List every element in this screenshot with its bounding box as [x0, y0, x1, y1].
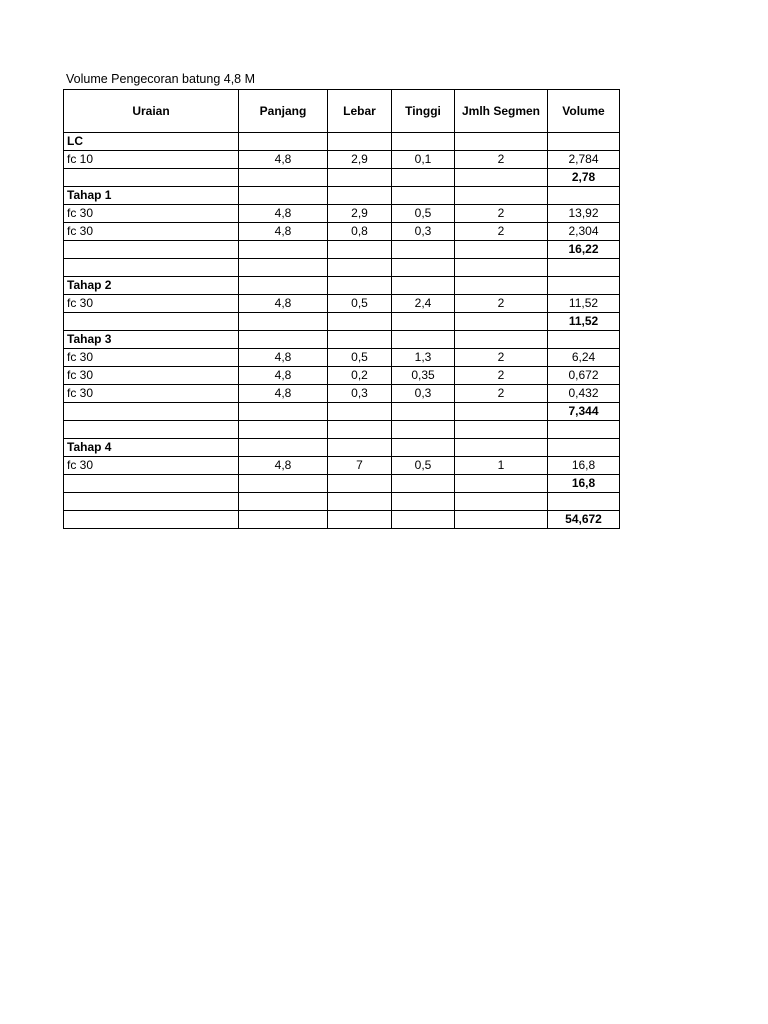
cell-volume: 2,304: [548, 223, 620, 241]
cell-lebar: 2,9: [328, 205, 392, 223]
document-title: Volume Pengecoran batung 4,8 M: [66, 72, 256, 86]
cell-jmlh-segmen: [455, 133, 548, 151]
cell-tinggi: [392, 187, 455, 205]
cell-tinggi: [392, 241, 455, 259]
cell-jmlh-segmen: 2: [455, 367, 548, 385]
cell-uraian: [64, 169, 239, 187]
cell-tinggi: [392, 169, 455, 187]
cell-uraian: Tahap 3: [64, 331, 239, 349]
cell-tinggi: 0,35: [392, 367, 455, 385]
cell-volume: [548, 277, 620, 295]
cell-tinggi: [392, 403, 455, 421]
cell-lebar: [328, 133, 392, 151]
header-row: [64, 90, 620, 133]
cell-volume: 6,24: [548, 349, 620, 367]
cell-jmlh-segmen: 2: [455, 205, 548, 223]
cell-jmlh-segmen: 1: [455, 457, 548, 475]
cell-jmlh-segmen: [455, 187, 548, 205]
cell-panjang: [239, 439, 328, 457]
cell-volume: 2,784: [548, 151, 620, 169]
cell-uraian: fc 30: [64, 295, 239, 313]
cell-jmlh-segmen: [455, 241, 548, 259]
cell-volume: [548, 259, 620, 277]
cell-uraian: Tahap 1: [64, 187, 239, 205]
cell-lebar: [328, 511, 392, 529]
cell-volume: [548, 133, 620, 151]
cell-tinggi: 2,4: [392, 295, 455, 313]
cell-panjang: 4,8: [239, 367, 328, 385]
cell-lebar: [328, 331, 392, 349]
cell-tinggi: 0,5: [392, 457, 455, 475]
cell-uraian: LC: [64, 133, 239, 151]
cell-lebar: [328, 277, 392, 295]
cell-volume: [548, 439, 620, 457]
cell-tinggi: 0,3: [392, 385, 455, 403]
cell-uraian: [64, 241, 239, 259]
cell-volume: 0,672: [548, 367, 620, 385]
cell-tinggi: [392, 133, 455, 151]
table-row-blank: [64, 259, 620, 277]
cell-panjang: [239, 421, 328, 439]
table-row-total: [64, 511, 620, 529]
cell-jmlh-segmen: [455, 439, 548, 457]
table-row-subtotal: [64, 169, 620, 187]
table-row-item: [64, 367, 620, 385]
cell-uraian: [64, 493, 239, 511]
cell-volume: [548, 187, 620, 205]
cell-lebar: 0,3: [328, 385, 392, 403]
cell-panjang: [239, 403, 328, 421]
cell-volume: 16,8: [548, 475, 620, 493]
cell-tinggi: 0,5: [392, 205, 455, 223]
table-row-section: [64, 187, 620, 205]
cell-tinggi: [392, 475, 455, 493]
cell-jmlh-segmen: [455, 259, 548, 277]
cell-uraian: fc 30: [64, 367, 239, 385]
cell-lebar: [328, 313, 392, 331]
cell-volume: 16,22: [548, 241, 620, 259]
table-row-subtotal: [64, 475, 620, 493]
cell-lebar: 2,9: [328, 151, 392, 169]
cell-volume: 11,52: [548, 313, 620, 331]
cell-panjang: [239, 241, 328, 259]
cell-lebar: 7: [328, 457, 392, 475]
header-uraian: Uraian: [64, 90, 239, 133]
cell-jmlh-segmen: [455, 277, 548, 295]
cell-uraian: [64, 313, 239, 331]
cell-uraian: [64, 511, 239, 529]
cell-volume: [548, 331, 620, 349]
table-row-blank: [64, 421, 620, 439]
cell-tinggi: [392, 331, 455, 349]
cell-uraian: fc 10: [64, 151, 239, 169]
cell-panjang: [239, 277, 328, 295]
table-body: [64, 133, 620, 529]
table-row-item: [64, 151, 620, 169]
table-row-subtotal: [64, 313, 620, 331]
cell-panjang: 4,8: [239, 385, 328, 403]
cell-uraian: Tahap 4: [64, 439, 239, 457]
cell-panjang: [239, 493, 328, 511]
table-row-section: [64, 331, 620, 349]
cell-panjang: [239, 313, 328, 331]
cell-uraian: fc 30: [64, 385, 239, 403]
cell-volume: 11,52: [548, 295, 620, 313]
table-row-blank: [64, 493, 620, 511]
cell-jmlh-segmen: [455, 403, 548, 421]
cell-tinggi: 0,3: [392, 223, 455, 241]
header-tinggi: Tinggi: [392, 90, 455, 133]
cell-lebar: 0,5: [328, 295, 392, 313]
cell-tinggi: 0,1: [392, 151, 455, 169]
cell-tinggi: [392, 259, 455, 277]
cell-lebar: 0,2: [328, 367, 392, 385]
cell-uraian: [64, 475, 239, 493]
cell-uraian: fc 30: [64, 205, 239, 223]
cell-jmlh-segmen: [455, 313, 548, 331]
table-row-item: [64, 205, 620, 223]
cell-panjang: [239, 331, 328, 349]
cell-volume: [548, 493, 620, 511]
header-lebar: Lebar: [328, 90, 392, 133]
cell-panjang: [239, 133, 328, 151]
cell-tinggi: 1,3: [392, 349, 455, 367]
cell-jmlh-segmen: [455, 331, 548, 349]
cell-uraian: fc 30: [64, 457, 239, 475]
cell-jmlh-segmen: [455, 421, 548, 439]
cell-uraian: [64, 421, 239, 439]
table-row-item: [64, 349, 620, 367]
cell-uraian: [64, 259, 239, 277]
cell-uraian: fc 30: [64, 223, 239, 241]
cell-panjang: 4,8: [239, 295, 328, 313]
cell-tinggi: [392, 439, 455, 457]
header-jmlh-segmen: Jmlh Segmen: [455, 90, 548, 133]
cell-uraian: [64, 403, 239, 421]
cell-panjang: 4,8: [239, 457, 328, 475]
table-row-subtotal: [64, 241, 620, 259]
cell-lebar: [328, 403, 392, 421]
cell-lebar: [328, 439, 392, 457]
table-row-section: [64, 277, 620, 295]
cell-lebar: [328, 187, 392, 205]
header-volume: Volume: [548, 90, 620, 133]
cell-lebar: [328, 475, 392, 493]
cell-panjang: 4,8: [239, 151, 328, 169]
cell-tinggi: [392, 421, 455, 439]
table-row-subtotal: [64, 403, 620, 421]
table-row-item: [64, 385, 620, 403]
cell-jmlh-segmen: 2: [455, 151, 548, 169]
cell-volume: 0,432: [548, 385, 620, 403]
cell-jmlh-segmen: [455, 169, 548, 187]
volume-table: [63, 89, 620, 529]
cell-jmlh-segmen: 2: [455, 385, 548, 403]
table-row-item: [64, 457, 620, 475]
cell-panjang: [239, 475, 328, 493]
cell-panjang: [239, 169, 328, 187]
cell-uraian: fc 30: [64, 349, 239, 367]
cell-tinggi: [392, 277, 455, 295]
cell-tinggi: [392, 313, 455, 331]
cell-lebar: 0,5: [328, 349, 392, 367]
cell-panjang: 4,8: [239, 223, 328, 241]
cell-lebar: [328, 493, 392, 511]
table-row-section: [64, 439, 620, 457]
cell-lebar: [328, 241, 392, 259]
cell-lebar: [328, 421, 392, 439]
cell-tinggi: [392, 511, 455, 529]
cell-volume: 16,8: [548, 457, 620, 475]
cell-uraian: Tahap 2: [64, 277, 239, 295]
header-panjang: Panjang: [239, 90, 328, 133]
table-header: [64, 90, 620, 133]
cell-volume: 7,344: [548, 403, 620, 421]
cell-jmlh-segmen: [455, 475, 548, 493]
cell-panjang: [239, 187, 328, 205]
cell-tinggi: [392, 493, 455, 511]
cell-panjang: [239, 259, 328, 277]
cell-jmlh-segmen: 2: [455, 349, 548, 367]
cell-jmlh-segmen: 2: [455, 223, 548, 241]
table-row-item: [64, 295, 620, 313]
table-row-item: [64, 223, 620, 241]
cell-lebar: 0,8: [328, 223, 392, 241]
table-row-section: [64, 133, 620, 151]
cell-jmlh-segmen: [455, 493, 548, 511]
cell-volume: 54,672: [548, 511, 620, 529]
cell-panjang: 4,8: [239, 349, 328, 367]
cell-volume: 2,78: [548, 169, 620, 187]
cell-lebar: [328, 259, 392, 277]
cell-volume: 13,92: [548, 205, 620, 223]
cell-lebar: [328, 169, 392, 187]
cell-volume: [548, 421, 620, 439]
cell-jmlh-segmen: [455, 511, 548, 529]
cell-jmlh-segmen: 2: [455, 295, 548, 313]
cell-panjang: 4,8: [239, 205, 328, 223]
cell-panjang: [239, 511, 328, 529]
